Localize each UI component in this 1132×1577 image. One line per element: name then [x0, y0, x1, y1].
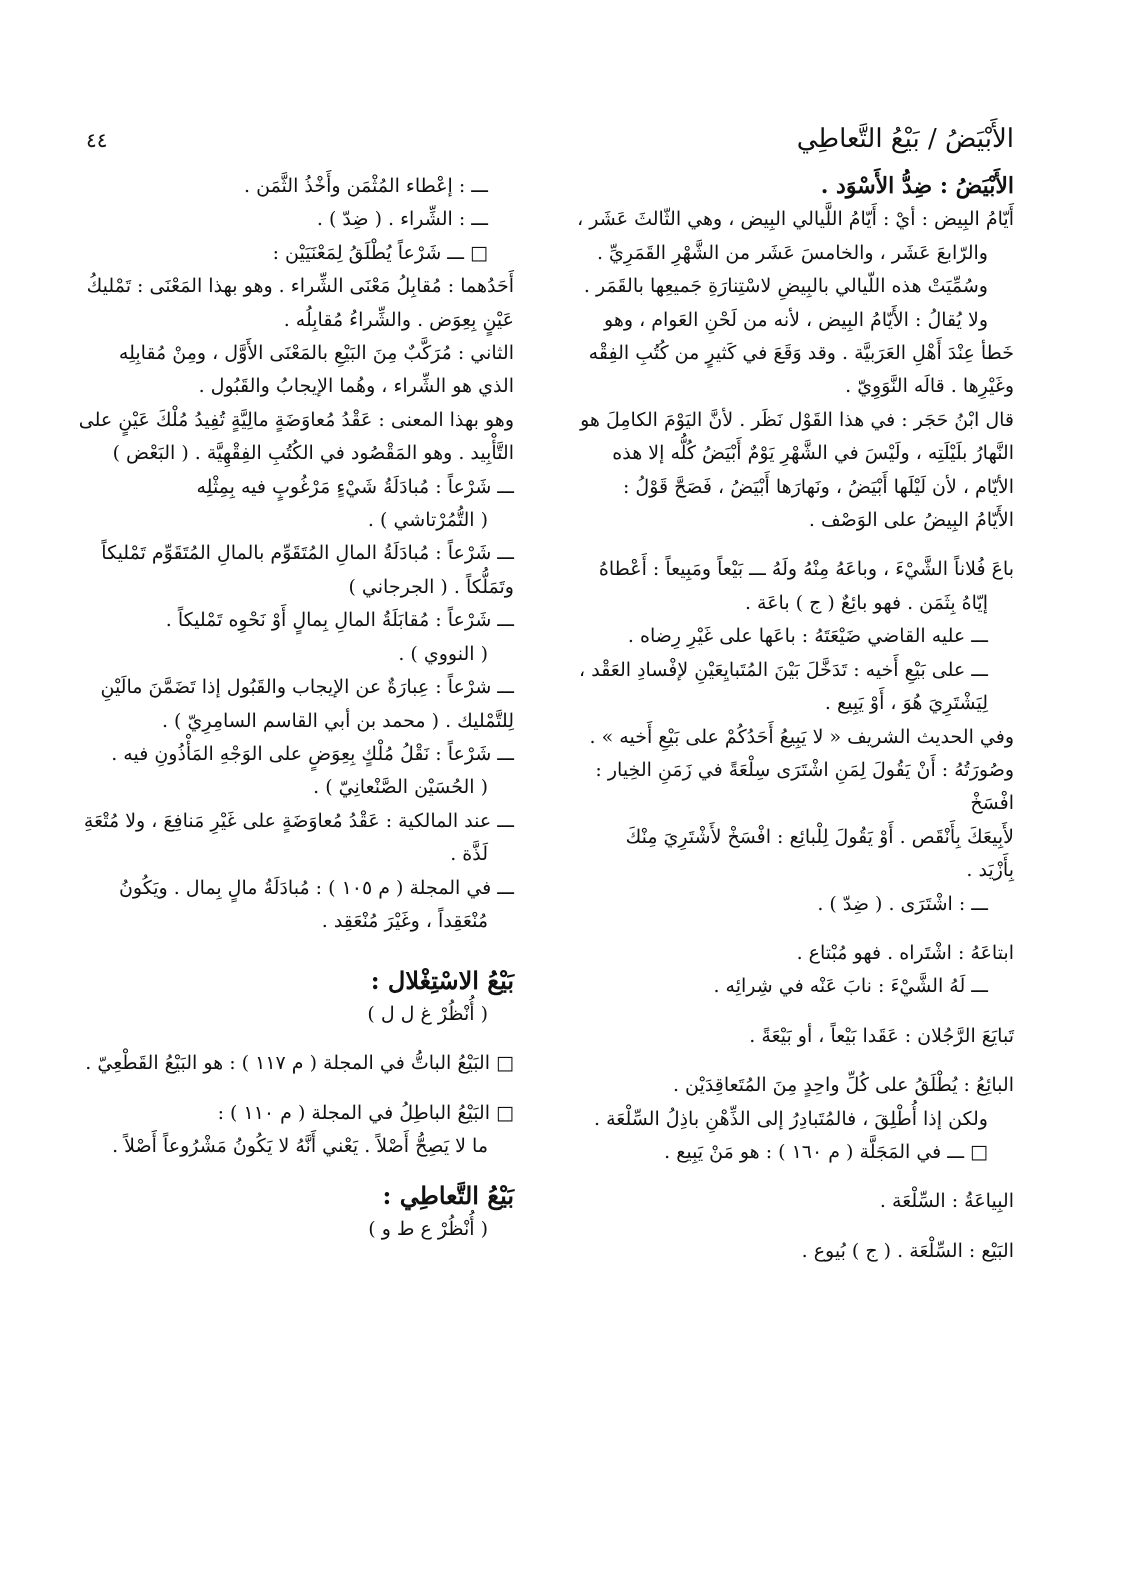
entry-al-bay-al-batil: □ البَيْعُ الباطِلُ في المجلة ( م ١١٠ ) :: [217, 1101, 514, 1124]
entry-ayyam-al-bid: أَيّامُ البِيض : أيْ : أَيّامُ اللَّيالي البِيض ، وهي الثّالثَ عَشَر ،: [577, 208, 1014, 231]
entry-line: ـــ : اشْتَرَى . ( ضِدّ ) .: [817, 892, 988, 915]
entry-line: ـــ شَرْعاً : مُقابَلَةُ المالِ بِمالٍ أَوْ نَحْوِه تَمْليكاً .: [165, 609, 514, 632]
entry-al-bay-al-batt: □ البَيْعُ الباتُّ في المجلة ( م ١١٧ ) : هو البَيْعُ القَطْعِيّ .: [85, 1052, 514, 1075]
entry-line: لِلتَّمْليك . ( محمد بن أبي القاسم السامِرِيّ ) .: [161, 709, 514, 732]
entry-line: الأيّام ، لأن لَيْلَها أَبْيَضُ ، ونَهارَها أَبْيَضُ ، فَصَحَّ قَوْلُ :: [622, 475, 1014, 498]
page-number: ٤٤: [86, 128, 108, 152]
heading-bay-al-istighlal: بَيْعُ الاسْتِغْلال :: [370, 966, 514, 996]
entry-al-bai: البائِعُ : يُطْلَقُ على كُلِّ واحِدٍ مِنَ المُتَعاقِدَيْن .: [672, 1074, 1014, 1097]
entry-line: ولكن إذا أُطْلِقَ ، فالمُتَبادِرُ إلى الذِّهْنِ باذِلُ السِّلْعَة .: [594, 1107, 988, 1130]
entry-line: مُنْعَقِداً ، وغَيْرَ مُنْعَقِد .: [321, 909, 488, 932]
entry-line: ما لا يَصِحُّ أَصْلاً . يَعْني أَنَّهُ لا يَكُونُ مَشْرُوعاً أَصْلاً .: [112, 1134, 488, 1157]
entry-line: ـــ في المجلة ( م ١٠٥ ) : مُبادَلَةُ مالٍ بِمال . ويَكُونُ: [118, 876, 514, 899]
entry-al-biyaa: البِياعَةُ : السِّلْعَة .: [879, 1190, 1014, 1213]
see-also-reference: ( أُنْظُرْ غ ل ل ): [367, 1002, 488, 1025]
entry-line: ـــ على بَيْعِ أَخيه : تَدَخَّلَ بَيْنَ المُتَبايِعَيْنِ لإفْسادِ العَقْد ،: [579, 658, 988, 681]
entry-line: وغَيْرِها . قالَه النَّوَوِيّ .: [845, 375, 1014, 398]
entry-line: أَحَدُهما : مُقابِلُ مَعْنَى الشِّراء . وهو بهذا المَعْنَى : تَمْليكُ: [86, 275, 514, 298]
entry-line: ـــ لَهُ الشَّيْءَ : نابَ عَنْه في شِرائِه .: [713, 975, 988, 998]
entry-line: ـــ : الشِّراء . ( ضِدّ ) .: [316, 208, 488, 231]
entry-line: قال ابْنُ حَجَر : في هذا القَوْل نَظَر . لأنَّ اليَوْمَ الكامِلَ هو: [580, 408, 1014, 431]
entry-line: ـــ شَرْعاً : مُبادَلَةُ المالِ المُتَقَوِّم بالمالِ المُتَقَوِّم تَمْليكاً: [101, 542, 514, 565]
entry-line: بِأَزْيَد .: [966, 859, 1014, 882]
entry-line: النَّهارُ بلَيْلَتِه ، ولَيْسَ في الشَّهْرِ يَوْمٌ أَبْيَضُ كُلُّه إلا هذه: [612, 442, 1014, 465]
entry-tabaya: تَبايَعَ الرَّجُلان : عَقَدا بَيْعاً ، أو بَيْعَةً .: [749, 1024, 1014, 1047]
entry-line: ـــ شرْعاً : عِبارَةٌ عن الإيجاب والقَبُول إذا تَضَمَّنَ مالَيْنِ: [100, 676, 514, 699]
entry-line: التَّأْبِيد . وهو المَقْصُود في الكُتُبِ الفِقْهِيَّة . ( البَعْض ): [112, 442, 514, 465]
entry-line: وسُمِّيَتْ هذه اللّيالي بالبِيضِ لاسْتِنارَةِ جَميعِها بالقَمَر .: [583, 275, 988, 298]
left-column: [66, 170, 514, 1246]
running-header: الأَبْيَضُ / بَيْعُ التَّعاطِي: [796, 124, 1014, 154]
entry-line: عَيْنٍ بِعِوَض . والشِّراءُ مُقابِلُه .: [283, 308, 514, 331]
entry-line: الأَيّامُ البِيضُ على الوَصْف .: [808, 509, 1014, 532]
entry-line: الذي هو الشِّراء ، وهُما الإيجابُ والقَبُول .: [198, 375, 514, 398]
entry-line: وتَمَلُّكاً . ( الجرجاني ): [348, 575, 514, 598]
entry-line: لِيَشْتَرِيَ هُوَ ، أَوْ يَبِيع .: [824, 692, 988, 715]
entry-line: لأَبِيعَكَ بِأَنْقَص . أَوْ يَقُولَ لِلْبائِع : افْسَخْ لأَشْتَرِيَ مِنْكَ: [625, 825, 1014, 848]
see-also-reference: ( أُنْظُرْ ع ط و ): [368, 1217, 488, 1240]
entry-line: ولا يُقالُ : الأَيّامُ البِيض ، لأنه من لَحْنِ العَوام ، وهو: [604, 308, 988, 331]
entry-line: والرّابعَ عَشَر ، والخامسَ عَشَر من الشَّهْرِ القَمَرِيِّ .: [596, 241, 988, 264]
entry-line: خَطأ عِنْدَ أَهْلِ العَرَبيَّة . وقد وَقَعَ في كَثيرٍ من كُتُبِ الفِقْه: [588, 342, 1014, 365]
heading-bay-al-taati: بَيْعُ التَّعاطِي :: [382, 1181, 514, 1211]
entry-baa: باعَ فُلاناً الشَّيْءَ ، وباعَهُ مِنْهُ ولَهُ ـــ بَيْعاً ومَبِيعاً : أَعْطاهُ: [598, 558, 1014, 581]
entry-line: وصُورَتُهُ : أَنْ يَقُولَ لِمَنِ اشْتَرَى سِلْعَةً في زَمَنِ الخِيار : افْسَخْ: [595, 758, 1014, 815]
right-column: [552, 170, 1014, 1268]
entry-line: ( النووي ) .: [398, 642, 488, 665]
entry-line: لَذَّة .: [450, 843, 488, 866]
entry-line: الثاني : مُرَكَّبٌ مِنَ البَيْعِ بالمَعْنَى الأَوَّل ، ومِنْ مُقابِلِه: [118, 342, 514, 365]
entry-line: ـــ : إعْطاء المُثْمَن وأَخْذُ الثَّمَن .: [244, 175, 488, 197]
entry-ibtaahu: ابتاعَهُ : اشْتَراه . فهو مُبْتاع .: [796, 941, 1014, 964]
entry-line: ـــ عليه القاضي ضَيْعَتَهُ : باعَها على غَيْرِ رِضاه .: [627, 625, 988, 648]
entry-line: ( التُّمُرْتاشي ) .: [367, 509, 488, 532]
entry-line: إيّاهُ بِثَمَن . فهو بائِعٌ ( ج ) باعَة .: [744, 591, 988, 614]
entry-line: وهو بهذا المعنى : عَقْدُ مُعاوَضَةٍ مالِيَّةٍ تُفِيدُ مُلْكَ عَيْنٍ على: [78, 408, 514, 431]
entry-line: □ ـــ في المَجَلَّة ( م ١٦٠ ) : هو مَنْ يَبِيع .: [664, 1140, 988, 1163]
entry-al-bay: البَيْع : السِّلْعَة . ( ج ) بُيوع .: [801, 1239, 1014, 1262]
entry-line: ـــ شَرْعاً : مُبادَلَةُ شَيْءٍ مَرْغُوبٍ فيه بِمِثْلِه: [196, 475, 514, 498]
entry-line: ـــ عند المالكية : عَقْدُ مُعاوَضَةٍ على غَيْرِ مَنافِعَ ، ولا مُتْعَةِ: [83, 809, 514, 832]
entry-line: ( الحُسَيْن الصَّنْعانِيّ ) .: [313, 776, 488, 799]
entry-line: ـــ شَرْعاً : نَقْلُ مُلْكٍ بِعِوَضٍ على الوَجْهِ المَأْذُونِ فيه .: [111, 742, 514, 765]
entry-abyad: الأَبْيَضُ : ضِدُّ الأَسْوَد .: [820, 173, 1014, 199]
entry-line: وفي الحديث الشريف « لا يَبِيعُ أَحَدُكُمْ على بَيْعِ أَخيه » .: [589, 725, 1014, 748]
entry-line: □ ـــ شَرْعاً يُطْلَقُ لِمَعْنَيَيْن :: [272, 241, 488, 264]
